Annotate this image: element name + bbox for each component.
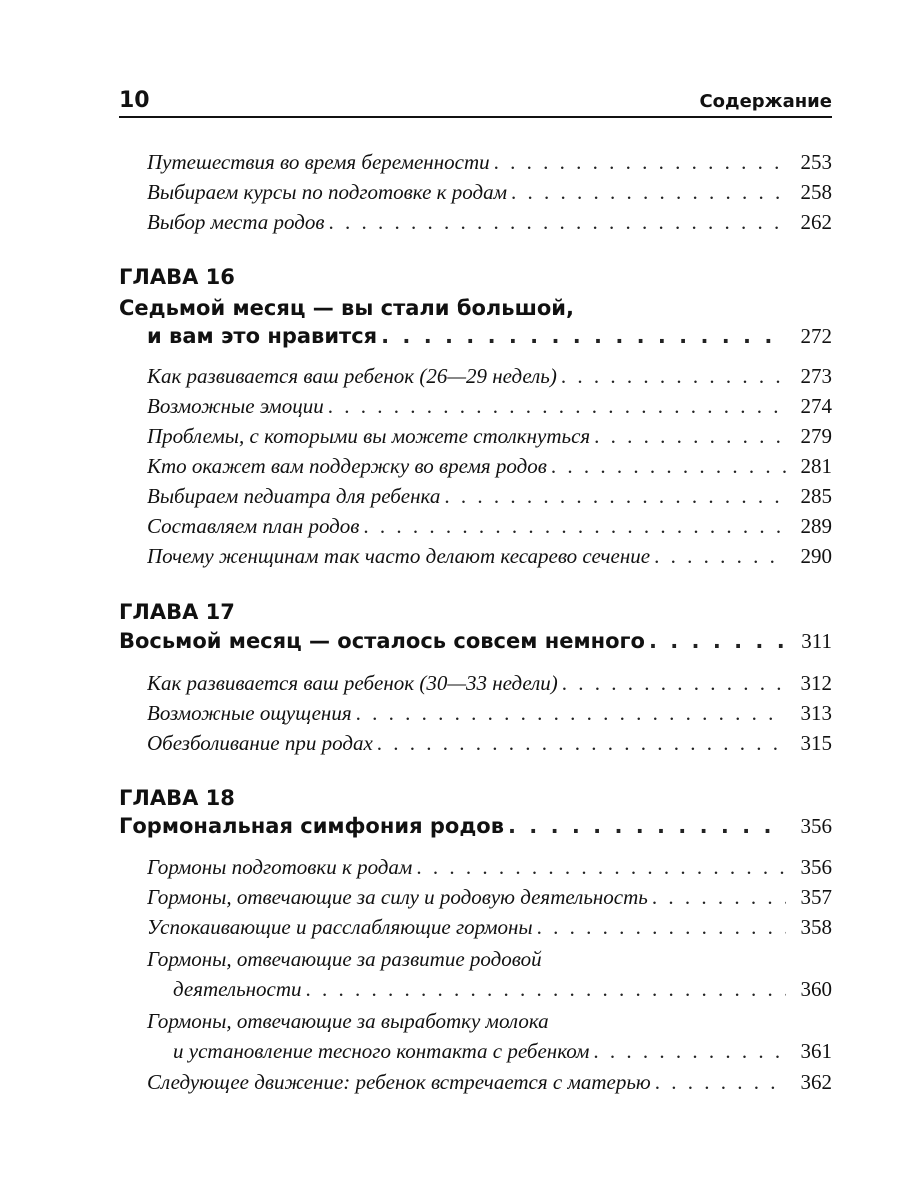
- toc-entry[interactable]: [147, 885, 832, 915]
- toc-entry[interactable]: [147, 514, 832, 544]
- toc-entry-page: 315: [800, 731, 832, 755]
- toc-entry[interactable]: [147, 484, 832, 514]
- toc-entry[interactable]: [147, 731, 832, 761]
- leader-dots: [508, 814, 786, 838]
- toc-entry[interactable]: [147, 855, 832, 885]
- toc-entry-title: Проблемы, с которыми вы можете столкнуться: [147, 424, 591, 448]
- leader-dots: [494, 150, 786, 175]
- toc-entry-title: Возможные эмоции: [147, 394, 324, 418]
- toc-entry-page: 285: [800, 484, 832, 508]
- chapter-entry[interactable]: [119, 814, 832, 844]
- toc-entry-page: 258: [800, 180, 832, 204]
- toc-entry-page: 290: [800, 544, 832, 568]
- leader-dots: [356, 701, 786, 726]
- toc-entry[interactable]: [147, 701, 832, 731]
- leader-dots: [329, 210, 787, 235]
- leader-dots: [562, 671, 786, 696]
- toc-entry-page: 274: [800, 394, 832, 418]
- toc-entry-title: Почему женщинам так часто делают кесарево сечение: [147, 544, 651, 568]
- toc-entry-page: 361: [800, 1039, 832, 1063]
- chapter-page: 272: [800, 324, 832, 348]
- chapter-entry[interactable]: [119, 629, 832, 659]
- leader-dots: [551, 454, 786, 479]
- running-title: Содержание: [699, 91, 832, 112]
- chapter-title: Восьмой месяц — осталось совсем немного: [119, 629, 645, 653]
- toc-entry-title: Путешествия во время беременности: [147, 150, 490, 174]
- chapter-page: 356: [800, 814, 832, 838]
- chapter-title: Гормональная симфония родов: [119, 814, 504, 838]
- leader-dots: [328, 394, 786, 419]
- toc-entry-page: 279: [800, 424, 832, 448]
- leader-dots: [561, 364, 786, 389]
- toc-entry-title: Выбираем педиатра для ребенка: [147, 484, 441, 508]
- leader-dots: [444, 484, 786, 509]
- toc-entry[interactable]: [147, 544, 832, 574]
- toc-entry-page: 313: [800, 701, 832, 725]
- toc-entry[interactable]: [147, 671, 832, 701]
- toc-entry-title-continued: и установление тесного контакта с ребенком: [173, 1039, 590, 1063]
- toc-entry-page: 273: [800, 364, 832, 388]
- page-header: [119, 86, 832, 118]
- chapter-label: ГЛАВА 18: [119, 786, 235, 810]
- toc-entry[interactable]: [147, 210, 832, 240]
- toc-entry[interactable]: [147, 150, 832, 180]
- toc-entry[interactable]: [147, 180, 832, 210]
- toc-entry-page: 262: [800, 210, 832, 234]
- chapter-page: 311: [801, 629, 832, 653]
- leader-dots: [655, 1070, 786, 1095]
- leader-dots: [654, 544, 786, 569]
- leader-dots: [537, 915, 786, 940]
- leader-dots: [593, 1039, 786, 1064]
- toc-entry-title: Обезболивание при родах: [147, 731, 373, 755]
- leader-dots: [649, 629, 786, 653]
- page-number: 10: [119, 88, 150, 113]
- toc-entry[interactable]: [147, 1070, 832, 1100]
- toc-entry-page: 360: [800, 977, 832, 1001]
- toc-entry[interactable]: [147, 424, 832, 454]
- chapter-entry[interactable]: [147, 324, 832, 354]
- toc-entry[interactable]: [147, 915, 832, 945]
- toc-entry[interactable]: [147, 394, 832, 424]
- toc-entry-title: Выбираем курсы по подготовке к родам: [147, 180, 507, 204]
- toc-entry[interactable]: [173, 1039, 832, 1069]
- toc-entry[interactable]: [147, 364, 832, 394]
- toc-entry-page: 253: [800, 150, 832, 174]
- toc-entry-title-continued: деятельности: [173, 977, 302, 1001]
- leader-dots: [416, 855, 786, 880]
- toc-entry-title: Кто окажет вам поддержку во время родов: [147, 454, 547, 478]
- toc-entry-title: Возможные ощущения: [147, 701, 352, 725]
- toc-entry-title: Гормоны, отвечающие за развитие родовой: [147, 947, 542, 971]
- leader-dots: [652, 885, 786, 910]
- toc-entry-title: Как развивается ваш ребенок (26—29 недель): [147, 364, 557, 388]
- toc-entry-page: 356: [800, 855, 832, 879]
- leader-dots: [594, 424, 786, 449]
- toc-entry-page: 358: [800, 915, 832, 939]
- leader-dots: [306, 977, 786, 1002]
- leader-dots: [363, 514, 786, 539]
- toc-entry-title: Гормоны, отвечающие за силу и родовую деятельность: [147, 885, 648, 909]
- chapter-title-continued: и вам это нравится: [147, 324, 378, 348]
- chapter-title: Седьмой месяц — вы стали большой,: [119, 296, 574, 320]
- toc-entry-title: Выбор места родов: [147, 210, 325, 234]
- toc-entry[interactable]: [173, 977, 832, 1007]
- toc-entry-page: 357: [800, 885, 832, 909]
- chapter-label: ГЛАВА 17: [119, 600, 235, 624]
- toc-entry-page: 289: [800, 514, 832, 538]
- leader-dots: [511, 180, 786, 205]
- toc-entry-title: Гормоны, отвечающие за выработку молока: [147, 1009, 549, 1033]
- leader-dots: [381, 324, 786, 348]
- toc-entry-title: Как развивается ваш ребенок (30—33 недели): [147, 671, 558, 695]
- chapter-label: ГЛАВА 16: [119, 265, 235, 289]
- toc-entry-title: Следующее движение: ребенок встречается с матерью: [147, 1070, 651, 1094]
- toc-entry[interactable]: [147, 454, 832, 484]
- toc-entry-title: Гормоны подготовки к родам: [147, 855, 413, 879]
- toc-entry-page: 362: [800, 1070, 832, 1094]
- leader-dots: [377, 731, 786, 756]
- toc-entry-page: 312: [800, 671, 832, 695]
- toc-entry-title: Составляем план родов: [147, 514, 360, 538]
- toc-entry-title: Успокаивающие и расслабляющие гормоны: [147, 915, 533, 939]
- toc-entry-page: 281: [800, 454, 832, 478]
